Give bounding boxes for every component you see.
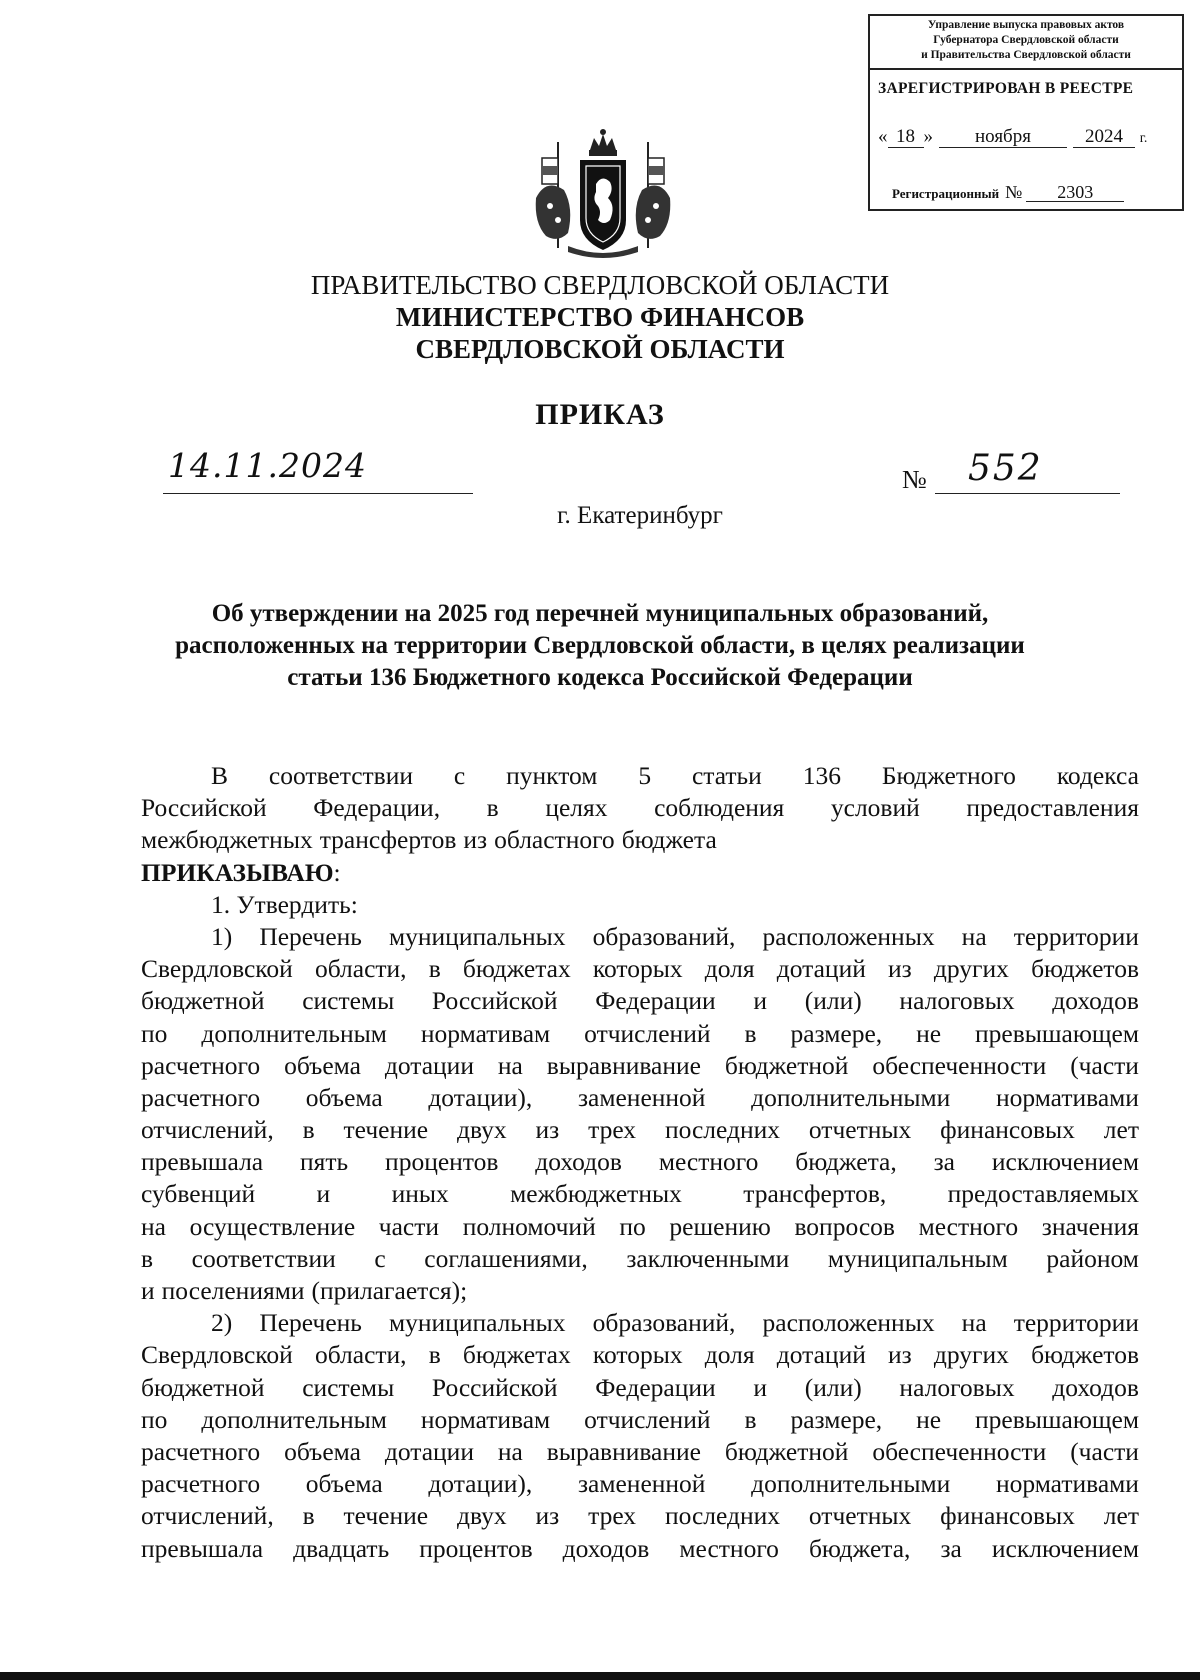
word: доля (704, 954, 755, 984)
word: (части (1070, 1050, 1139, 1080)
word: 2) (211, 1308, 233, 1338)
word: расчетного (141, 1082, 261, 1112)
word: предоставляемых (947, 1179, 1139, 1209)
word: расчетного (141, 1436, 261, 1466)
word: исключением (991, 1147, 1139, 1177)
paragraph-line (141, 1050, 1139, 1082)
word: областного (494, 825, 615, 855)
word: бюджета (621, 825, 717, 855)
word: дополнительными (751, 1082, 951, 1112)
word: объема (284, 1050, 361, 1080)
stamp-open-quote: « (878, 126, 888, 147)
word: замененной (577, 1469, 706, 1499)
word: муниципальным (827, 1243, 1008, 1273)
word: в (302, 1501, 315, 1531)
word: бюджетной (141, 986, 265, 1016)
paragraph-line (141, 792, 1139, 824)
word: расчетного (141, 1050, 261, 1080)
word: местного (679, 1533, 779, 1563)
word: бюджета, (808, 1533, 911, 1563)
word: образований, (592, 1308, 736, 1338)
word: отчетных (808, 1501, 912, 1531)
word: нормативам (420, 1018, 551, 1048)
order-title-line: Об утверждении на 2025 год перечней муниципальных образований, (211, 600, 989, 627)
paragraph-line (141, 1500, 1139, 1532)
handwritten-date: 14.11.2024 (168, 446, 367, 485)
word: бюджетной (141, 1372, 265, 1402)
word: доля (704, 1340, 755, 1370)
word: лет (1103, 1115, 1139, 1145)
paragraph-line (141, 1372, 1139, 1404)
item-1-text: 1. Утвердить: (211, 889, 358, 919)
word: Свердловской (141, 1340, 293, 1370)
paragraph-line (141, 1082, 1139, 1114)
word: дотации (384, 1436, 474, 1466)
word: финансовых (940, 1115, 1075, 1145)
word: дотации), (428, 1469, 533, 1499)
word: процентов (419, 1533, 533, 1563)
word: превышающем (975, 1018, 1139, 1048)
word: процентов (385, 1147, 499, 1177)
word: иных (391, 1179, 449, 1209)
word: налоговых (899, 986, 1015, 1016)
word: по (141, 1018, 168, 1048)
stamp-reg-number: 2303 (1026, 183, 1124, 202)
word: Федерации (595, 986, 716, 1016)
word: системы (302, 986, 395, 1016)
word: местного (658, 1147, 759, 1177)
stamp-close-quote: » (923, 126, 933, 147)
word: решению (669, 1211, 771, 1241)
word: за (933, 1147, 956, 1177)
word: трех (588, 1115, 637, 1145)
word: нормативам (420, 1404, 551, 1434)
word: бюджетах (462, 954, 571, 984)
word: и (141, 1276, 155, 1305)
stamp-year: 2024 (1073, 127, 1135, 148)
word: соответствии (191, 1243, 336, 1273)
word: и (753, 1372, 768, 1402)
word: двадцать (293, 1533, 390, 1563)
word: нормативами (995, 1082, 1139, 1112)
word: трансфертов, (743, 1179, 887, 1209)
word: дотаций (776, 1340, 866, 1370)
word: дополнительным (201, 1404, 387, 1434)
stamp-day: 18 (888, 127, 924, 148)
word: на (497, 1050, 523, 1080)
number-underline (935, 493, 1120, 494)
word: из (888, 1340, 912, 1370)
word: дотаций (776, 954, 866, 984)
word: субвенций (141, 1179, 256, 1209)
word: доходов (562, 1533, 650, 1563)
paragraph-line (141, 921, 1139, 953)
paragraph-line (141, 1436, 1139, 1468)
stamp-title: ЗАРЕГИСТРИРОВАН В РЕЕСТРЕ (878, 80, 1134, 97)
word: течение (343, 1115, 429, 1145)
word: из (535, 1115, 560, 1145)
document-type: ПРИКАЗ (535, 398, 665, 431)
paragraph-line (141, 1275, 1139, 1307)
word: по (141, 1404, 168, 1434)
stamp-header-line: Управление выпуска правовых актов (927, 19, 1125, 31)
word: доходов (1052, 1372, 1139, 1402)
stamp-header-line: Губернатора Свердловской области (933, 34, 1119, 46)
city-name: г. Екатеринбург (557, 502, 723, 529)
word: в (744, 1018, 757, 1048)
word: течение (343, 1501, 429, 1531)
word: расчетного (141, 1469, 261, 1499)
word: 136 (802, 761, 841, 790)
paragraph-line (141, 953, 1139, 985)
paragraph-line (141, 1211, 1139, 1243)
stamp-year-suffix: г. (1139, 131, 1148, 146)
word: которых (592, 1340, 683, 1370)
word: (или) (804, 1372, 862, 1402)
word: превышающем (975, 1404, 1139, 1434)
word: межбюджетных (510, 1179, 682, 1209)
stamp-num-sign: № (1005, 182, 1023, 202)
paragraph-line (141, 1146, 1139, 1178)
word: расположенных (762, 1308, 935, 1338)
word: бюджетах (462, 1340, 571, 1370)
word: расположенных (762, 921, 935, 951)
word: отчислений (584, 1018, 711, 1048)
word: пять (300, 1147, 349, 1177)
word: Перечень (259, 1308, 362, 1338)
coat-of-arms-emblem (528, 128, 678, 263)
word: на (141, 1211, 166, 1241)
word: межбюджетных (141, 825, 313, 855)
word: последних (664, 1501, 781, 1531)
word: с (374, 1243, 386, 1273)
word: Бюджетного (881, 761, 1016, 790)
order-directive (141, 857, 1139, 889)
word: доходов (1052, 986, 1139, 1016)
word: системы (302, 1372, 395, 1402)
word: поселениями (161, 1276, 305, 1305)
order-directive-colon: : (333, 857, 341, 887)
word: дотации (384, 1050, 474, 1080)
word: превышала (141, 1533, 264, 1563)
stamp-header-line: и Правительства Свердловской области (921, 49, 1131, 61)
word: бюджета, (795, 1147, 897, 1177)
order-body (141, 760, 1139, 1565)
word: кодекса (1056, 761, 1139, 790)
handwritten-number: 552 (968, 448, 1043, 489)
word: в (486, 793, 499, 823)
word: трех (588, 1501, 637, 1531)
word: целях (545, 793, 608, 823)
word: области, (314, 1340, 407, 1370)
paragraph-line (141, 1018, 1139, 1050)
paragraph-line (141, 985, 1139, 1017)
word: размере, (790, 1018, 883, 1048)
ministry-title-line1: МИНИСТЕРСТВО ФИНАНСОВ (395, 302, 805, 332)
paragraph-line (141, 1178, 1139, 1210)
word: Российской (141, 793, 267, 823)
word: дотации), (428, 1082, 533, 1112)
word: соответствии (268, 761, 413, 790)
word: трансфертов (319, 825, 457, 855)
order-directive-word: ПРИКАЗЫВАЮ (141, 857, 334, 887)
word: области, (314, 954, 407, 984)
word: из (463, 825, 488, 855)
word: лет (1103, 1501, 1139, 1531)
government-title: ПРАВИТЕЛЬСТВО СВЕРДЛОВСКОЙ ОБЛАСТИ (310, 270, 890, 300)
word: районом (1046, 1243, 1139, 1273)
paragraph-line (141, 1404, 1139, 1436)
word: бюджетов (1031, 954, 1139, 984)
word: в (428, 1340, 441, 1370)
word: бюджетной (724, 1436, 849, 1466)
subitem-1-paragraph (141, 921, 1139, 1307)
order-title (100, 598, 1100, 694)
item-1 (141, 889, 1139, 921)
word: значения (1041, 1211, 1139, 1241)
word: других (933, 1340, 1009, 1370)
stamp-date (878, 126, 1178, 148)
word: вопросов (794, 1211, 895, 1241)
word: Федерации, (313, 793, 441, 823)
order-title-line: расположенных на территории Свердловской области, в целях реализации (175, 632, 1025, 659)
word: Свердловской (141, 954, 293, 984)
ministry-title-line2: СВЕРДЛОВСКОЙ ОБЛАСТИ (415, 334, 785, 364)
word: с (453, 761, 466, 790)
stamp-header (870, 16, 1182, 70)
word: объема (305, 1469, 383, 1499)
word: и (316, 1179, 331, 1209)
word: в (428, 954, 441, 984)
word: дополнительными (751, 1469, 951, 1499)
word: бюджетов (1031, 1340, 1139, 1370)
subitem-2-paragraph (141, 1307, 1139, 1565)
word: выравнивание (546, 1050, 701, 1080)
word: на (961, 921, 987, 951)
word: исключением (991, 1533, 1139, 1563)
word: на (961, 1308, 987, 1338)
word: в (744, 1404, 757, 1434)
order-title-line: статьи 136 Бюджетного кодекса Российской Федерации (287, 664, 913, 691)
word: не (916, 1018, 942, 1048)
word: В (211, 761, 229, 790)
word: в (141, 1243, 154, 1273)
word: обеспеченности (872, 1436, 1047, 1466)
stamp-month: ноября (939, 127, 1067, 148)
word: заключенными (626, 1243, 790, 1273)
word: из (888, 954, 912, 984)
word: не (916, 1404, 942, 1434)
date-underline (163, 493, 473, 494)
paragraph-line (141, 1114, 1139, 1146)
word: обеспеченности (872, 1050, 1047, 1080)
word: территории (1013, 1308, 1139, 1338)
number-label: № (902, 465, 927, 494)
word: территории (1013, 921, 1139, 951)
word: двух (456, 1115, 507, 1145)
word: части (378, 1211, 440, 1241)
word: муниципальных (389, 1308, 566, 1338)
word: в (302, 1115, 315, 1145)
word: предоставления (966, 793, 1139, 823)
word: местного (918, 1211, 1019, 1241)
word: выравнивание (546, 1436, 701, 1466)
word: объема (284, 1436, 361, 1466)
word: бюджетной (724, 1050, 849, 1080)
word: Российской (431, 1372, 558, 1402)
word: отчислений, (141, 1501, 274, 1531)
word: которых (592, 954, 683, 984)
word: Федерации (595, 1372, 716, 1402)
registry-stamp (868, 14, 1184, 211)
word: Перечень (259, 921, 362, 951)
word: отчетных (808, 1115, 912, 1145)
word: (прилагается); (311, 1276, 468, 1305)
word: последних (664, 1115, 781, 1145)
word: доходов (535, 1147, 622, 1177)
word: нормативами (995, 1469, 1139, 1499)
word: соглашениями, (424, 1243, 588, 1273)
paragraph-line (141, 1533, 1139, 1565)
word: объема (305, 1082, 383, 1112)
word: (или) (804, 986, 862, 1016)
word: соблюдения (654, 793, 785, 823)
word: превышала (141, 1147, 264, 1177)
word: других (933, 954, 1009, 984)
word: налоговых (899, 1372, 1015, 1402)
paragraph-line (141, 1307, 1139, 1339)
word: финансовых (940, 1501, 1075, 1531)
word: условий (830, 793, 920, 823)
word: (части (1070, 1436, 1139, 1466)
word: дополнительным (201, 1018, 387, 1048)
word: на (497, 1436, 523, 1466)
word: муниципальных (389, 921, 566, 951)
word: осуществление (189, 1211, 356, 1241)
word: из (535, 1501, 560, 1531)
word: отчислений (584, 1404, 711, 1434)
word: размере, (790, 1404, 883, 1434)
preamble-paragraph (141, 760, 1139, 857)
word: Российской (431, 986, 558, 1016)
word: двух (456, 1501, 507, 1531)
paragraph-line (141, 760, 1139, 792)
paragraph-line (141, 1243, 1139, 1275)
paragraph-line (141, 1339, 1139, 1371)
word: полномочий (462, 1211, 596, 1241)
word: за (940, 1533, 962, 1563)
word: образований, (592, 921, 736, 951)
stamp-registration (892, 182, 1124, 203)
scan-bottom-edge (0, 1672, 1200, 1680)
paragraph-line (141, 1468, 1139, 1500)
word: пунктом (506, 761, 598, 790)
paragraph-line (141, 824, 1139, 856)
word: замененной (577, 1082, 706, 1112)
word: отчислений, (141, 1115, 274, 1145)
word: 1) (211, 921, 233, 951)
word: статьи (691, 761, 762, 790)
word: по (619, 1211, 646, 1241)
word: 5 (638, 761, 652, 790)
stamp-reg-label: Регистрационный (892, 186, 1000, 201)
word: и (753, 986, 768, 1016)
